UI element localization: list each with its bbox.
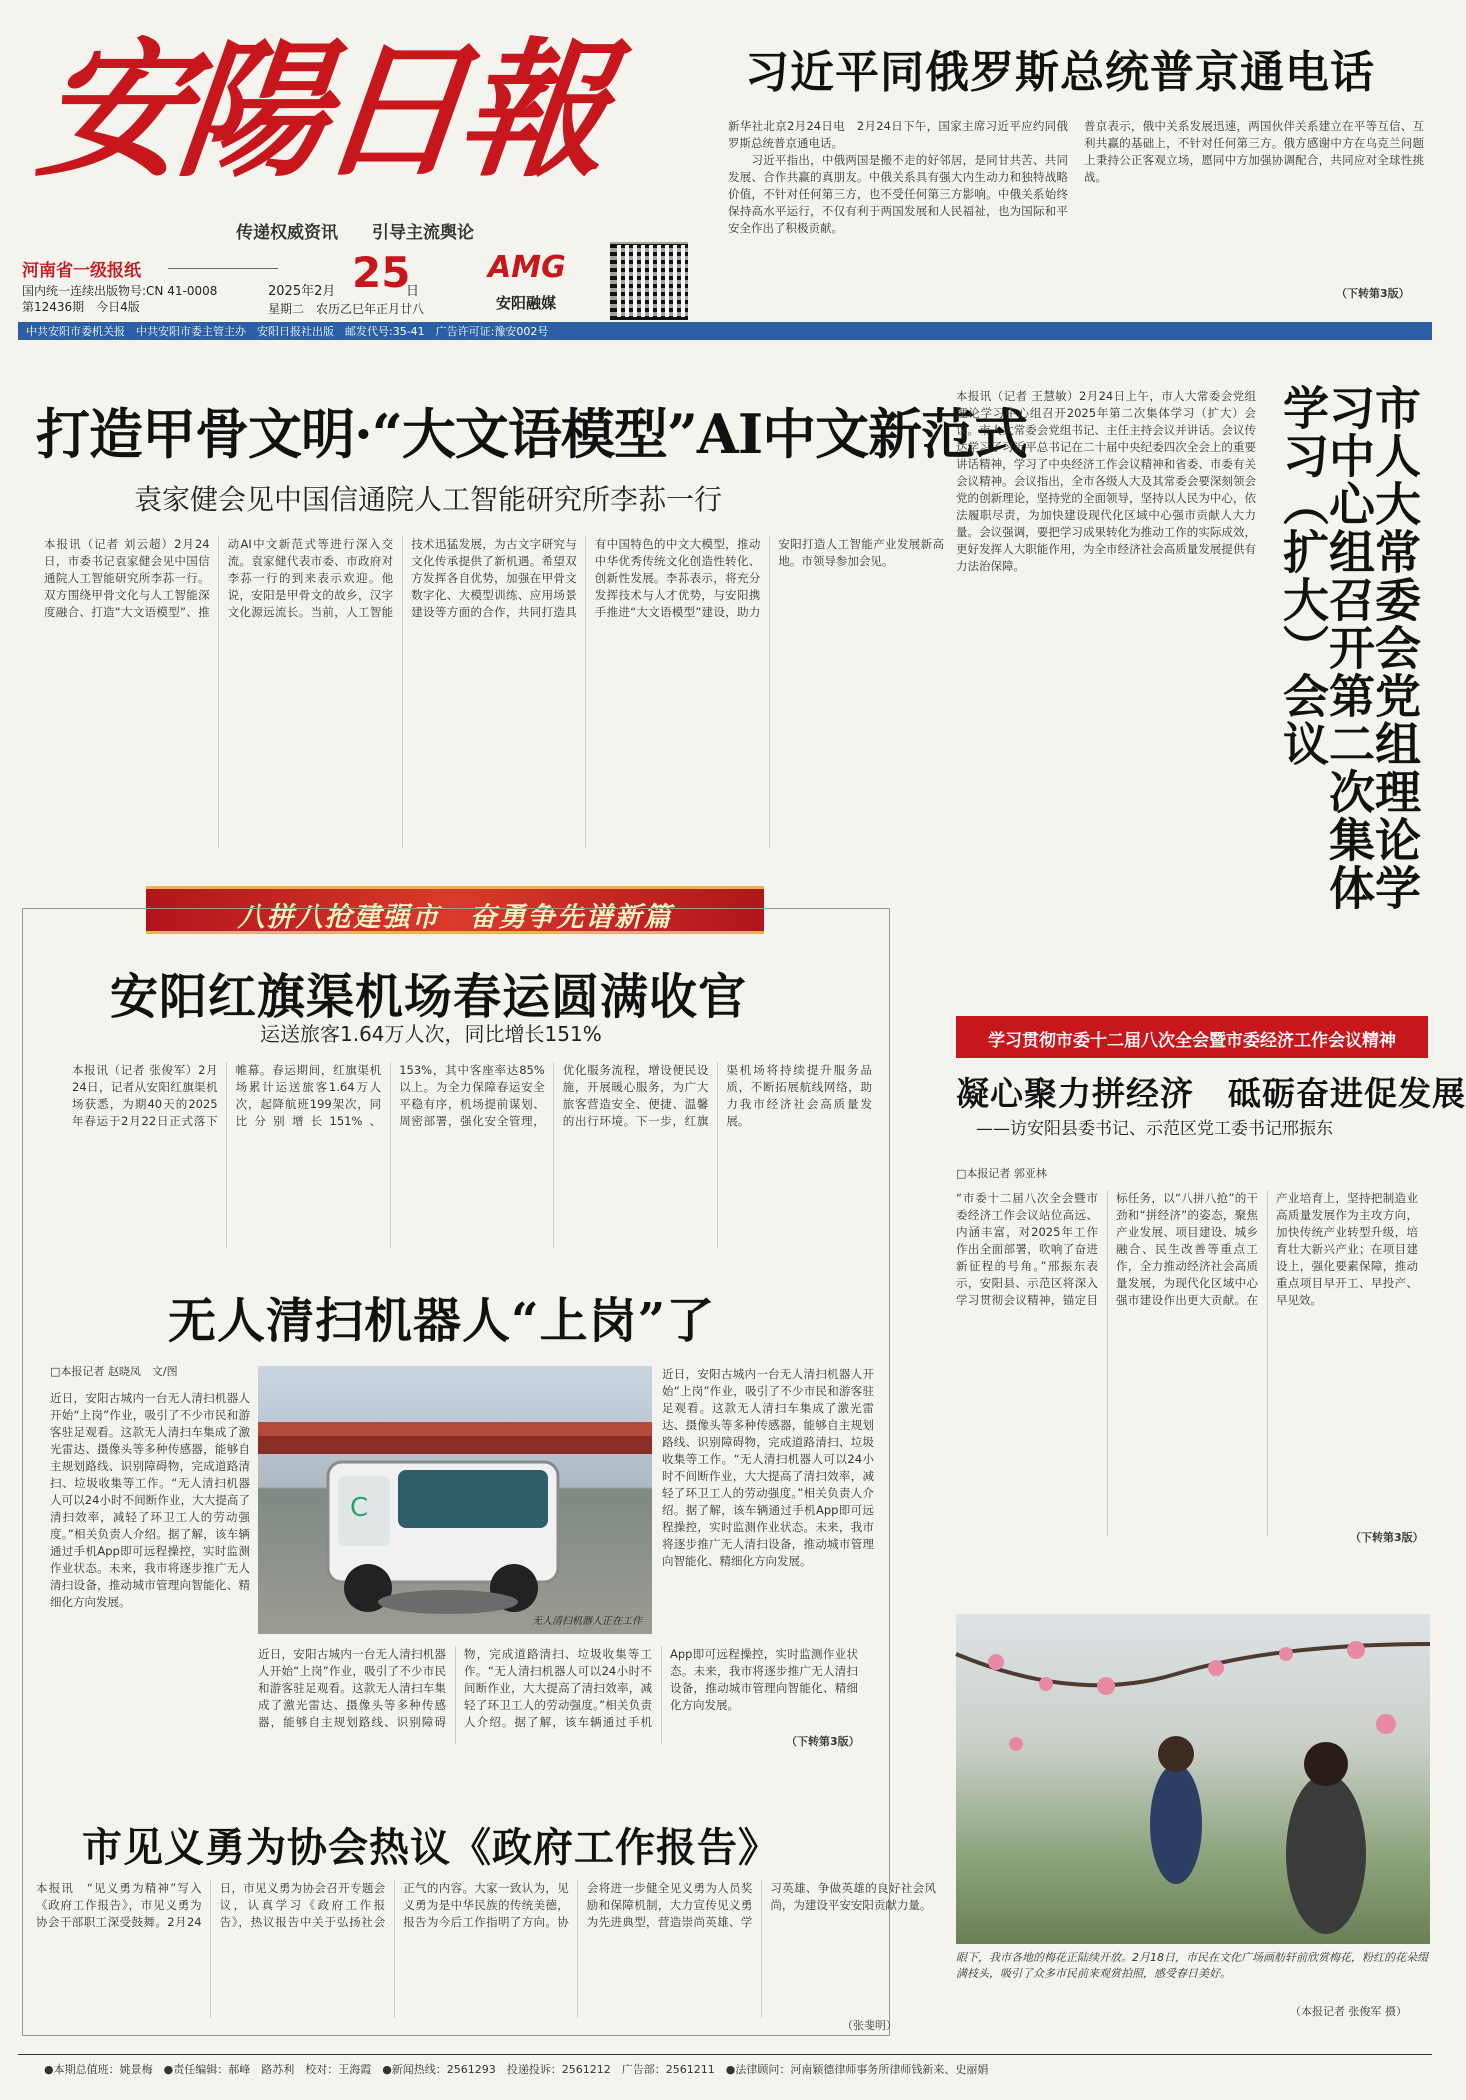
economy-tag [956,1016,1428,1058]
newspaper-logo: 安陽日報 [30,23,610,197]
robot-text-bottom: 近日，安阳古城内一台无人清扫机器人开始“上岗”作业，吸引了不少市民和游客驻足观看。这款无人清扫车集成了激光雷达、摄像头等多种传感器，能够自主规划路线、识别障碍物，完成道路清扫、垃圾收集等工作。“无人清扫机器人可以24小时不间断作业，大大提高了清扫效率，减轻了环卫工人的劳动强度。”相关负责人介绍。据了解，该车辆通过手机App即可远程操控，实时监测作业状态。未来，我市将逐步推广无人清扫设备，推动城市管理向智能化、精细化方向发展。 [258,1647,858,1729]
economy-title: 凝心聚力拼经济 砥砺奋进促发展 [956,1074,1466,1113]
amg-logo: AMG [488,250,566,285]
plum-blossom-icon [956,1614,1430,1944]
street-sweeper-icon [258,1366,652,1634]
section-banner-text: 八拼八抢建强市 奋勇争先谱新篇 [237,902,673,933]
robot-photo [258,1366,652,1634]
masthead-slogan: 传递权威资讯 引导主流舆论 [236,223,474,243]
plum-photo-credit: （本报记者 张俊军 摄） [1290,2005,1407,2018]
robot-photo-caption: 无人清扫机器人正在工作 [532,1616,642,1627]
robot-text-right: 近日，安阳古城内一台无人清扫机器人开始“上岗”作业，吸引了不少市民和游客驻足观看。这款无人清扫车集成了激光雷达、摄像头等多种传感器，能够自主规划路线、识别障碍物，完成道路清扫、垃圾收集等工作。“无人清扫机器人可以24小时不间断作业，大大提高了清扫效率，减轻了环卫工人的劳动强度。”相关负责人介绍。据了解，该车辆通过手机App即可远程操控，实时监测作业状态。未来，我市将逐步推广无人清扫设备，推动城市管理向智能化、精细化方向发展。 [662,1367,874,1568]
top-story-continued: （下转第3版） [1336,287,1410,300]
masthead-date-prefix: 2025年2月 [268,284,336,299]
economy-subtitle: ——访安阳县委书记、示范区党工委书记邢振东 [976,1119,1333,1139]
plum-photo-caption: 眼下，我市各地的梅花正陆续开放。2月18日，市民在文化广场画舫轩前欣赏梅花，粉红的花朵缀满枝头，吸引了众多市民前来观赏拍照，感受春日美好。 [956,1951,1428,1980]
svg-text:C: C [350,1493,369,1523]
airport-text: 本报讯（记者 张俊军）2月24日，记者从安阳红旗渠机场获悉，为期40天的2025年春运于2月22日正式落下帷幕。春运期间，红旗渠机场累计运送旅客1.64万人次，起降航班199架次，同比分别增长151%、153%，其中客座率达85%以上。为全力保障春运安全平稳有序，机场提前谋划、周密部署，强化安全管理，优化服务流程，增设便民设施，开展暖心服务，为广大旅客营造安全、便捷、温馨的出行环境。下一步，红旗渠机场将持续提升服务品质，不断拓展航线网络，助力我市经济社会高质量发展。 [72,1063,872,1128]
masthead-level: 河南省一级报纸 [22,261,141,281]
bottom-story-author: （张斐明） [842,2019,897,2032]
top-story-col2: 普京表示，俄中关系发展迅速，两国伙伴关系建立在平等互信、互利共赢的基础上，不针对任何第三方。俄方感谢中方在乌克兰问题上秉持公正客观立场，愿同中方加强协调配合，共同应对全球性挑战。 [1084,119,1424,184]
economy-byline: □本报记者 郭亚林 [956,1167,1047,1180]
masthead-bar [18,322,1432,340]
top-story-title: 习近平同俄罗斯总统普京通电话 [745,47,1375,98]
robot-continued: （下转第3版） [786,1735,860,1748]
top-story-col1: 新华社北京2月24日电 2月24日下午，国家主席习近平应约同俄罗斯总统普京通电话。 习近平指出，中俄两国是搬不走的好邻居，是同甘共苦、共同发展、合作共赢的真朋友。中俄关系具有强大内生动力和独特战略价值，不针对任何第三方，也不受任何第三方影响。中俄关系始终保持高水平运行，不仅有利于两国发展和人民福祉，也为国际和平安全作出了积极贡献。 [728,119,1068,235]
robot-title: 无人清扫机器人“上岗”了 [168,1293,716,1349]
bottom-story-title: 市见义勇为协会热议《政府工作报告》 [82,1824,779,1871]
airport-title: 安阳红旗渠机场春运圆满收官 [110,969,748,1025]
plum-blossom-photo [956,1614,1430,1944]
economy-tag-text: 学习贯彻市委十二届八次全会暨市委经济工作会议精神 [988,1031,1396,1051]
masthead-cn: 国内统一连续出版物号:CN 41-0008 [22,284,218,298]
masthead-bar-text: 中共安阳市委机关报 中共安阳市委主管主办 安阳日报社出版 邮发代号:35-41 广告许可证:豫安002号 [26,325,549,338]
economy-text: “市委十二届八次全会暨市委经济工作会议站位高远、内涵丰富，对2025年工作作出全面部署，吹响了奋进新征程的号角。”邢振东表示，安阳县、示范区将深入学习贯彻会议精神，锚定目标任务，以“八拼八抢”的干劲和“拼经济”的姿态，聚焦产业发展、项目建设、城乡融合、民生改善等重点工作，全力推动经济社会高质量发展，为现代化区域中心强市建设作出更大贡献。在产业培育上，坚持把制造业高质量发展作为主攻方向，加快传统产业转型升级，培育壮大新兴产业；在项目建设上，强化要素保障，推动重点项目早开工、早投产、早见效。 [956,1191,1418,1307]
economy-continued: （下转第3版） [1350,1531,1424,1544]
main-story-title: 打造甲骨文明·“大文语模型”AI中文新范式 [36,402,1028,466]
masthead-day: 25 [352,248,411,297]
masthead-divider [168,268,278,269]
amg-logo-sub: 安阳融媒 [496,294,557,312]
side-story-title: 市人大常委会党组理论学习中心组召开第二次集体学习（扩大）会议 [1276,384,1422,912]
main-story-subtitle: 袁家健会见中国信通院人工智能研究所李荪一行 [134,483,723,516]
main-story-text: 本报讯（记者 刘云超）2月24日，市委书记袁家健会见中国信通院人工智能研究所李荪一行。双方围绕甲骨文化与人工智能深度融合、打造“大文语模型”、推动AI中文新范式等进行深入交流。袁家健代表市委、市政府对李荪一行的到来表示欢迎。他说，安阳是甲骨文的故乡，汉字文化源远流长。当前，人工智能技术迅猛发展，为古文字研究与文化传承提供了新机遇。希望双方发挥各自优势，加强在甲骨文数字化、大模型训练、应用场景建设等方面的合作，共同打造具有中国特色的中文大模型，推动中华优秀传统文化创造性转化、创新性发展。李荪表示，将充分发挥技术与人才优势，与安阳携手推进“大文语模型”建设，助力安阳打造人工智能产业发展新高地。市领导参加会见。 [44,537,944,619]
robot-text-left: 近日，安阳古城内一台无人清扫机器人开始“上岗”作业，吸引了不少市民和游客驻足观看。这款无人清扫车集成了激光雷达、摄像头等多种传感器，能够自主规划路线、识别障碍物，完成道路清扫、垃圾收集等工作。“无人清扫机器人可以24小时不间断作业，大大提高了清扫效率，减轻了环卫工人的劳动强度。”相关负责人介绍。据了解，该车辆通过手机App即可远程操控，实时监测作业状态。未来，我市将逐步推广无人清扫设备，推动城市管理向智能化、精细化方向发展。 [50,1391,250,1609]
bottom-story-text: 本报讯 “见义勇为精神”写入《政府工作报告》，市见义勇为协会干部职工深受鼓舞。2月24日，市见义勇为协会召开专题会议，认真学习《政府工作报告》，热议报告中关于弘扬社会正气的内容。大家一致认为，见义勇为是中华民族的传统美德，报告为今后工作指明了方向。协会将进一步健全见义勇为人员奖励和保障机制，大力宣传见义勇为先进典型，营造崇尚英雄、学习英雄、争做英雄的良好社会风尚，为建设平安安阳贡献力量。 [36,1881,936,1929]
masthead-issue: 第12436期 今日4版 [22,300,140,314]
masthead [18,10,698,330]
footer-text: ●本期总值班：姚景梅 ●责任编辑：郝峰 路苏利 校对：王海霞 ●新闻热线：2561293 投递投诉：2561212 广告部：2561211 ●法律顾问：河南颖德律师事务所律师钱新来、史丽娟 [44,2063,989,2076]
masthead-date-suffix: 日 [406,284,420,299]
side-story-text: 本报讯（记者 王慧敏）2月24日上午，市人大常委会党组理论学习中心组召开2025年第二次集体学习（扩大）会议。市人大常委会党组书记、主任主持会议并讲话。会议传达学习了习近平总书记在二十届中央纪委四次全会上的重要讲话精神，学习了中央经济工作会议精神和省委、市委有关会议精神。会议指出，全市各级人大及其常委会要深刻领会党的创新理论，坚持党的全面领导，坚持以人民为中心，依法履职尽责，为加快建设现代化区域中心强市贡献人大力量。会议强调，要把学习成果转化为推动工作的实际成效，更好发挥人大职能作用，为全市经济社会高质量发展提供有力法治保障。 [956,389,1256,573]
footer-rule [18,2054,1432,2055]
qr-code-icon [610,242,688,320]
robot-byline: □本报记者 赵晓凤 文/图 [50,1365,178,1378]
masthead-weekday: 星期二 农历乙巳年正月廿八 [268,302,425,316]
airport-subtitle: 运送旅客1.64万人次，同比增长151% [260,1022,602,1046]
